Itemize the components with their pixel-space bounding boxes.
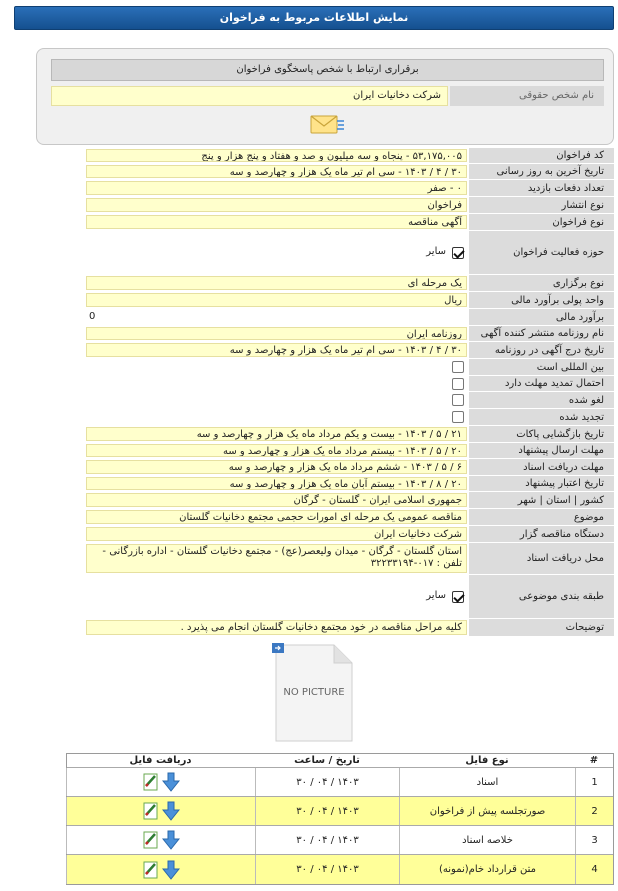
row-date: ۱۴۰۳ / ۰۴ / ۳۰ [255,797,399,825]
row-download [66,768,255,796]
extension-checkbox[interactable] [452,378,464,390]
row-description [84,619,614,637]
doc-place-label: محل دریافت اسناد [469,543,614,575]
edit-icon[interactable] [142,801,160,821]
holding-type-label: نوع برگزاری [469,275,614,292]
cancelled-checkbox[interactable] [452,394,464,406]
publish-type-label: نوع انتشار [469,197,614,214]
edit-icon[interactable] [142,860,160,880]
download-arrow-icon[interactable] [162,830,180,850]
doc-deadline-label: مهلت دریافت اسناد [469,459,614,476]
row-envelope-open [84,426,614,443]
row-visits [84,180,614,197]
row-holding-type [84,275,614,292]
newspaper-label: نام روزنامه منتشر کننده آگهی [469,326,614,342]
download-arrow-icon[interactable] [162,860,180,880]
description-value: کلیه مراحل مناقصه در خود مجتمع دخانیات گلستان انجام می پذیرد . [86,620,467,635]
row-renewed [84,409,614,426]
visits-value: ۰ - صفر [86,181,467,195]
contact-name-value: شرکت دخانیات ایران [51,86,448,106]
call-type-value: آگهی مناقصه [86,215,467,229]
row-newspaper [84,326,614,342]
row-validity [84,476,614,492]
publish-type-value: فراخوان [86,198,467,212]
row-submit-deadline [84,443,614,459]
newspaper-date-label: تاریخ درج آگهی در روزنامه [469,342,614,359]
row-international [84,359,614,376]
activity-label: حوزه فعالیت فراخوان [469,231,614,275]
renewed-label: تجدید شده [469,409,614,426]
table-row [67,797,613,826]
location-value: جمهوری اسلامی ایران - گلستان - گرگان [86,493,467,507]
subject-value: مناقصه عمومی یک مرحله ای امورات حجمی مجتمع دخانیات گلستان [86,510,467,524]
location-label: کشور | استان | شهر [469,492,614,509]
row-type: صورتجلسه پیش از فراخوان [399,797,575,825]
row-code [84,148,614,164]
row-subject [84,509,614,526]
doc-deadline-value: ۶ / ۵ / ۱۴۰۳ - ششم مرداد ماه یک هزار و چهارصد و سه [86,460,467,474]
last-update-label: تاریخ آخرین به روز رسانی [469,164,614,180]
call-type-label: نوع فراخوان [469,214,614,231]
doc-place-value: استان گلستان - گرگان - میدان ولیعصر(عج) - مجتمع دخانیات گلستان - اداره بازرگانی - تلفن : ۰۱۷-۳۲۲۳۳۱۹۴ [86,544,467,573]
cancelled-label: لغو شده [469,392,614,409]
row-cancelled [84,392,614,409]
validity-label: تاریخ اعتبار پیشنهاد [469,476,614,492]
row-download [66,826,255,854]
header-download: دریافت فایل [129,755,192,766]
files-table [66,753,614,885]
last-update-value: ۳۰ / ۴ / ۱۴۰۳ - سی ام تیر ماه یک هزار و چهارصد و سه [86,165,467,178]
download-arrow-icon[interactable] [162,772,180,792]
estimate-label: برآورد مالی [469,309,614,326]
holding-type-value: یک مرحله ای [86,276,467,290]
visits-label: تعداد دفعات بازدید [469,180,614,197]
row-location [84,492,614,509]
table-row [67,768,613,797]
row-download [66,797,255,825]
international-checkbox[interactable] [452,361,464,373]
row-estimate [84,309,614,326]
table-row [67,826,613,855]
contact-name-label: نام شخص حقوقی [450,86,604,106]
estimate-value: 0 [89,311,96,322]
no-picture-image [270,641,356,745]
envelope-open-label: تاریخ بازگشایی پاکات [469,426,614,443]
category-checkbox-label: سایر [426,590,446,601]
code-label: کد فراخوان [469,148,614,164]
row-doc-deadline [84,459,614,476]
row-newspaper-date [84,342,614,359]
header-type: نوع فایل [465,755,509,766]
row-organizer [84,526,614,543]
row-num: 2 [575,797,613,825]
row-call-type [84,214,614,231]
category-checkbox[interactable] [452,591,464,603]
no-picture-text: NO PICTURE [283,687,345,698]
category-label: طبقه بندی موضوعی [469,575,614,619]
row-type: اسناد [399,768,575,796]
contact-panel [36,48,614,145]
international-label: بین المللی است [469,359,614,376]
row-activity [84,231,614,275]
extension-label: احتمال تمدید مهلت دارد [469,376,614,392]
submit-deadline-label: مهلت ارسال پیشنهاد [469,443,614,459]
organizer-value: شرکت دخانیات ایران [86,527,467,541]
description-label: توضیحات [469,619,614,637]
files-table-header [67,754,613,768]
contact-header: برقراری ارتباط با شخص پاسخگوی فراخوان [51,59,604,81]
row-doc-place [84,543,614,575]
row-date: ۱۴۰۳ / ۰۴ / ۳۰ [255,826,399,854]
row-category [84,575,614,619]
header-date: تاریخ / ساعت [294,755,360,766]
subject-label: موضوع [469,509,614,526]
row-num: 1 [575,768,613,796]
row-download [66,855,255,884]
renewed-checkbox[interactable] [452,411,464,423]
row-type: متن قرارداد خام(نمونه) [399,855,575,884]
submit-deadline-value: ۲۰ / ۵ / ۱۴۰۳ - بیستم مرداد ماه یک هزار و چهارصد و سه [86,444,467,457]
row-date: ۱۴۰۳ / ۰۴ / ۳۰ [255,768,399,796]
page-title: نمایش اطلاعات مربوط به فراخوان [14,6,614,30]
validity-value: ۲۰ / ۸ / ۱۴۰۳ - بیستم آبان ماه یک هزار و چهارصد و سه [86,477,467,490]
activity-checkbox-label: سایر [426,246,446,257]
row-last-update [84,164,614,180]
row-publish-type [84,197,614,214]
row-num: 3 [575,826,613,854]
currency-value: ریال [86,293,467,307]
edit-icon[interactable] [142,772,160,792]
row-extension [84,376,614,392]
header-num: # [589,755,599,766]
code-value: ۵۳,۱۷۵,۰۰۵ - پنجاه و سه میلیون و صد و هفتاد و پنج هزار و پنج [86,149,467,162]
envelope-open-value: ۲۱ / ۵ / ۱۴۰۳ - بیست و یکم مرداد ماه یک هزار و چهارصد و سه [86,427,467,441]
table-row [67,855,613,884]
currency-label: واحد پولی برآورد مالی [469,292,614,309]
activity-checkbox[interactable] [452,247,464,259]
row-type: خلاصه اسناد [399,826,575,854]
envelope-icon[interactable] [309,111,345,137]
row-num: 4 [575,855,613,884]
organizer-label: دستگاه مناقصه گزار [469,526,614,543]
edit-icon[interactable] [142,830,160,850]
download-arrow-icon[interactable] [162,801,180,821]
row-currency [84,292,614,309]
newspaper-value: روزنامه ایران [86,327,467,340]
newspaper-date-value: ۳۰ / ۴ / ۱۴۰۳ - سی ام تیر ماه یک هزار و چهارصد و سه [86,343,467,357]
row-date: ۱۴۰۳ / ۰۴ / ۳۰ [255,855,399,884]
